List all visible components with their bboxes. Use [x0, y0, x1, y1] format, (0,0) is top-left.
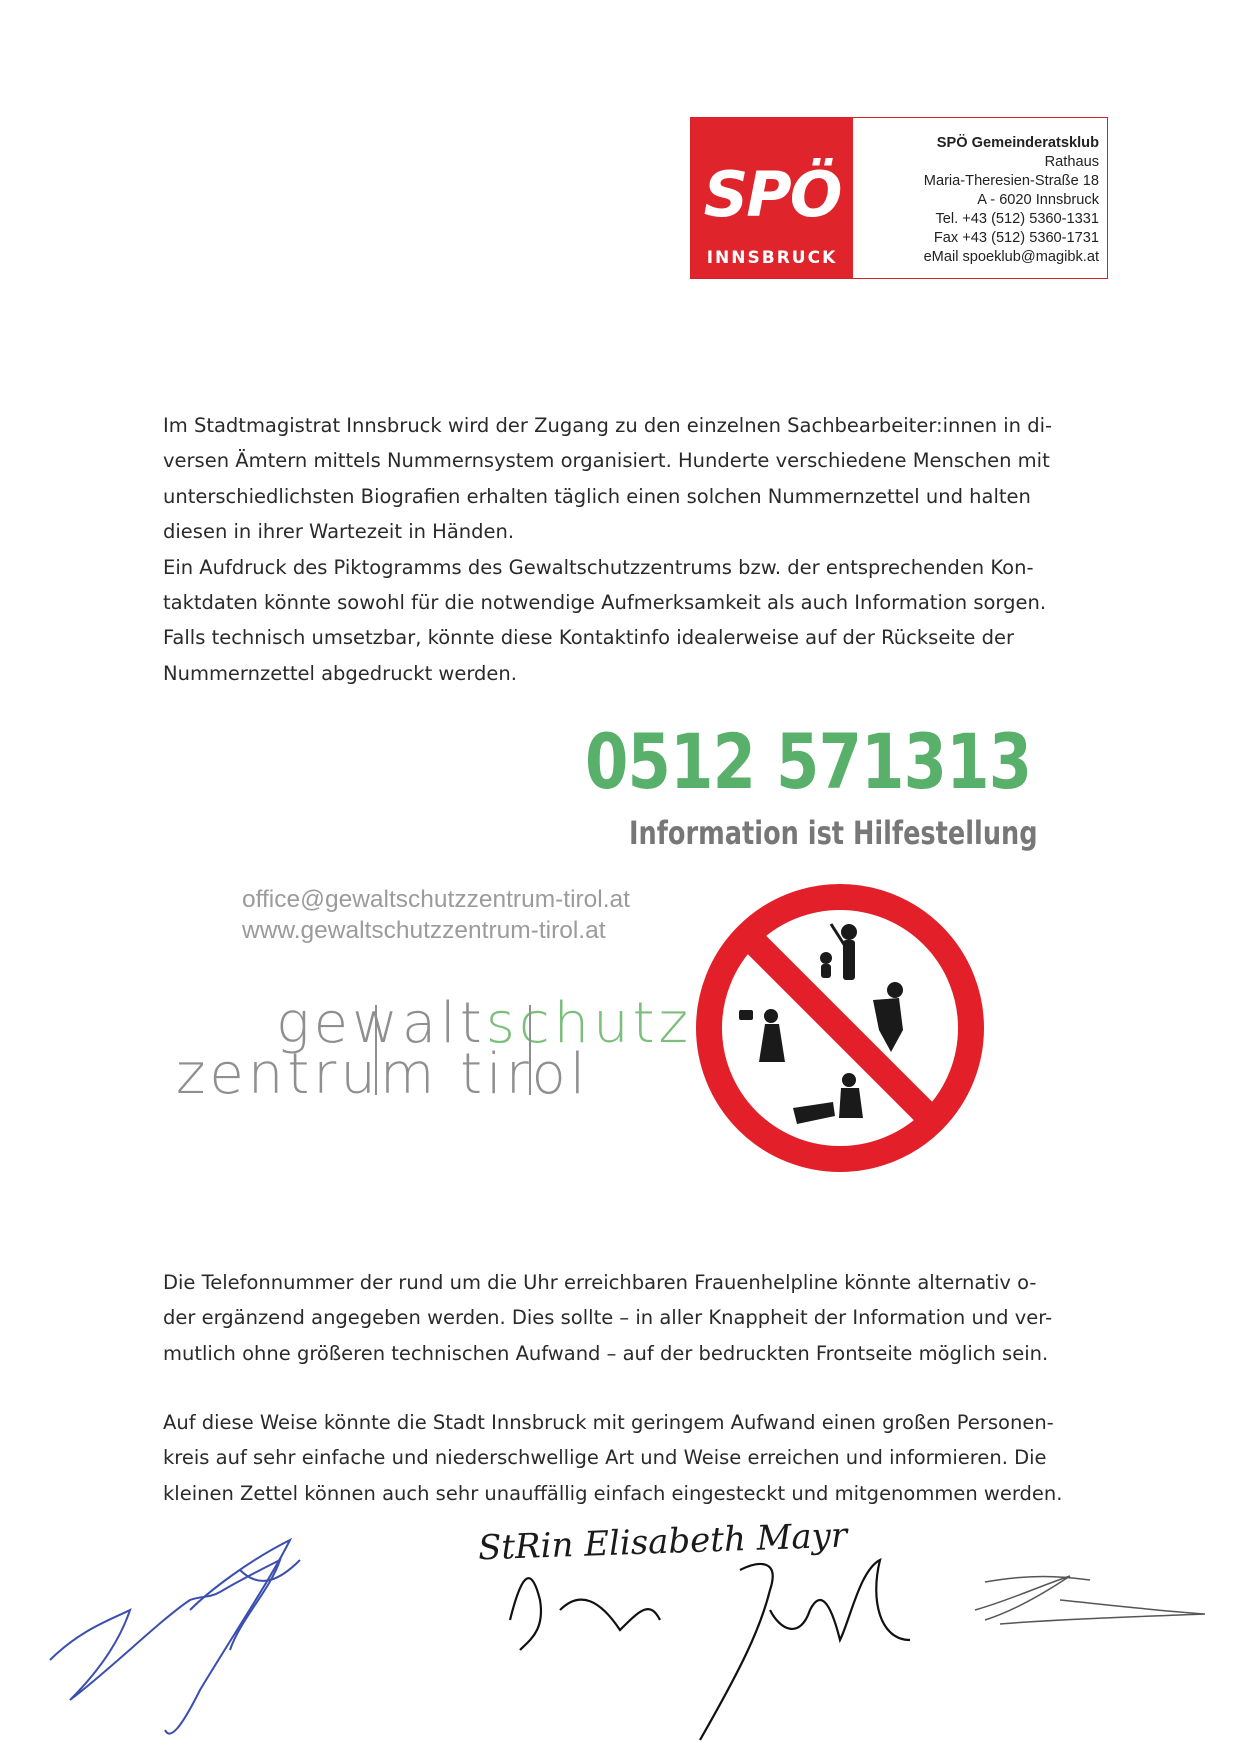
address-line: eMail spoeklub@magibk.at — [923, 249, 1099, 265]
helpline-phone: 0512 571313 — [585, 717, 1032, 806]
text-line: Nummernzettel abgedruckt werden. — [163, 661, 517, 685]
address-line: Rathaus — [1044, 154, 1099, 170]
spo-logo-text: SPÖ — [703, 158, 841, 231]
contact-email: office@gewaltschutzzentrum-tirol.at — [242, 886, 630, 913]
text-line: Im Stadtmagistrat Innsbruck wird der Zugang zu den einzelnen Sachbearbeiter:innen in di- — [163, 414, 1053, 437]
logo-word: gewalt — [276, 991, 486, 1056]
body-paragraph-2 — [163, 1265, 1093, 1371]
text-line: Die Telefonnummer der rund um die Uhr erreichbaren Frauenhelpline könnte alternativ o- — [163, 1271, 1037, 1294]
text-line: taktdaten könnte sowohl für die notwendige Aufmerksamkeit als auch Information sorgen. — [163, 591, 1047, 615]
spo-logo — [691, 118, 853, 278]
text-line: Ein Aufdruck des Piktogramms des Gewaltschutzzentrums bzw. der entsprechenden Kon- — [163, 555, 1034, 579]
letterhead — [690, 117, 1108, 279]
contact-website: www.gewaltschutzzentrum-tirol.at — [242, 917, 606, 944]
text-line: Auf diese Weise könnte die Stadt Innsbruck mit geringem Aufwand einen großen Personen- — [163, 1411, 1054, 1434]
spo-logo-city: INNSBRUCK — [706, 248, 838, 268]
logo-word: zentrum — [176, 1042, 439, 1107]
signature-name: StRin Elisabeth Mayr — [477, 1515, 848, 1569]
text-line: Falls technisch umsetzbar, könnte diese Kontaktinfo idealerweise auf der Rückseite der — [163, 626, 1014, 650]
logo-divider-lines — [176, 995, 676, 1115]
text-line: kleinen Zettel können auch sehr unauffällig einfach eingesteckt und mitgenommen werden. — [163, 1481, 1063, 1505]
signature-black — [510, 1560, 910, 1740]
address-line: Fax +43 (512) 5360-1731 — [933, 230, 1099, 246]
address-line: Tel. +43 (512) 5360-1331 — [935, 211, 1099, 227]
signature-blue — [50, 1540, 300, 1734]
text-line: diesen in ihrer Wartezeit in Händen. — [163, 520, 515, 544]
text-line: kreis auf sehr einfache und niederschwellige Art und Weise erreichen und informieren. Die — [163, 1446, 1047, 1470]
address-line: Maria-Theresien-Straße 18 — [923, 173, 1099, 189]
text-line: der ergänzend angegeben werden. Dies sollte – in aller Knappheit der Information und ver- — [163, 1306, 1053, 1330]
pictogram-tagline: Information ist Hilfestellung — [629, 814, 1038, 852]
prohibition-sign-icon — [693, 880, 987, 1176]
letterhead-org: SPÖ Gemeinderatsklub — [936, 135, 1099, 151]
body-paragraph-3 — [163, 1405, 1093, 1511]
logo-word: tirol — [438, 1042, 590, 1107]
logo-word: schutz — [485, 991, 693, 1056]
text-line: unterschiedlichsten Biografien erhalten täglich einen solchen Nummernzettel und halten — [163, 484, 1031, 508]
signature-grey — [975, 1576, 1205, 1624]
address-line: A - 6020 Innsbruck — [977, 192, 1099, 208]
gewaltschutzzentrum-logo — [176, 991, 693, 1115]
text-line: mutlich ohne größeren technischen Aufwand – auf der bedruckten Frontseite möglich sein. — [163, 1341, 1049, 1365]
text-line: versen Ämtern mittels Nummernsystem organisiert. Hunderte verschiedene Menschen mit — [163, 449, 1050, 473]
body-paragraph-1 — [163, 408, 1093, 691]
handwritten-signatures — [0, 1500, 1244, 1756]
letterhead-address — [853, 118, 1107, 278]
